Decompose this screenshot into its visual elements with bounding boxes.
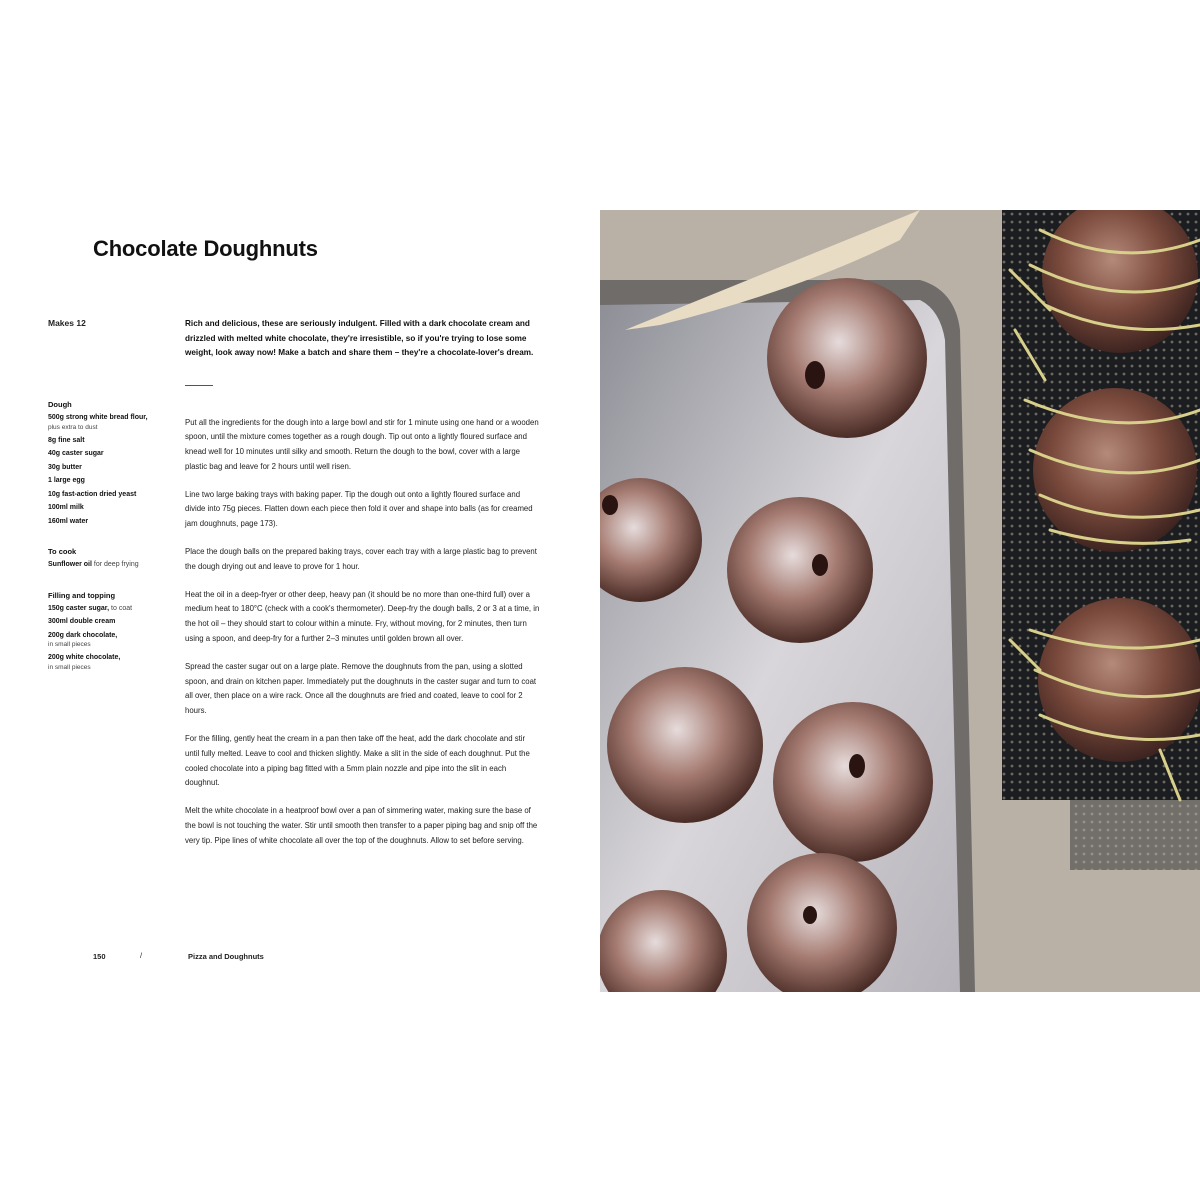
- ingredient-text: 8g fine salt: [48, 436, 85, 444]
- method-step: Put all the ingredients for the dough into a large bowl and stir for 1 minute using one hand or a wooden spoon, until the mixture comes together as a rough dough. Tip out onto a lightly floured surface and knead well for 10 minutes until silky and smooth. Return the dough to the bowl, cover with a large plastic bag and leave for 2 hours until well risen.: [185, 417, 539, 471]
- method-step: Place the dough balls on the prepared baking trays, cover each tray with a large plastic bag to prevent the dough drying out and leave to prove for 1 hour.: [185, 547, 537, 571]
- method-step: Spread the caster sugar out on a large plate. Remove the doughnuts from the pan, using a slotted spoon, and drain on kitchen paper. Immediately put the doughnuts in the caster sugar and turn to coat all over, then place on a wire rack. Once all the doughnuts are fried and coated, leave to cool for 2 hours.: [185, 661, 537, 716]
- page-number: 150: [93, 952, 106, 961]
- ingredient-text: 200g white chocolate,: [48, 654, 121, 661]
- ingredient-item: [48, 447, 176, 461]
- ingredient-item: [48, 501, 176, 515]
- ingredient-group-heading: Filling and topping: [48, 590, 116, 600]
- ingredient-item: [48, 615, 176, 629]
- recipe-title: Chocolate Doughnuts: [93, 236, 318, 261]
- doughnut-photo: [600, 210, 1200, 992]
- ingredient-group: [48, 589, 176, 672]
- ingredient-group-heading: To cook: [48, 547, 77, 556]
- ingredient-text: 1 large egg: [48, 477, 85, 484]
- ingredient-text: 300ml double cream: [48, 618, 116, 625]
- footer-separator: /: [140, 951, 143, 960]
- method-step: Melt the white chocolate in a heatproof bowl over a pan of simmering water, making sure the base of the bowl is not touching the water. Stir until smooth then transfer to a paper piping bag and snip off the very tip. Pipe lines of white chocolate all over the top of the doughnuts. Allow to set before serving.: [185, 806, 538, 845]
- ingredient-text: 10g fast-action dried yeast: [48, 490, 137, 498]
- method-step: Heat the oil in a deep-fryer or other deep, heavy pan (it should be no more than one-third full) over a medium heat to 180°C (check with a cook's thermometer). Deep-fry the dough balls, 2 or 3 at a time, in the hot oil – they should start to colour within a minute. Fry, without moving, for 2 minutes, then turn using a spoon, and deep-fry for a further 2–3 minutes until golden brown all over.: [185, 589, 540, 644]
- ingredient-group: [48, 545, 176, 572]
- ingredient-note: to coat: [109, 604, 133, 612]
- ingredient-text: 150g caster sugar,: [48, 604, 110, 612]
- ingredient-item: [48, 474, 176, 488]
- method-steps: [185, 416, 540, 849]
- ingredient-item: [48, 461, 176, 475]
- method-step: Line two large baking trays with baking paper. Tip the dough out onto a lightly floured surface and divide into 75g pieces. Flatten down each piece then fold it over and shape into balls (as for creamed jam doughnuts, page 173).: [185, 489, 533, 529]
- ingredient-note: for deep frying: [91, 561, 139, 568]
- ingredient-text: 500g strong white bread flour,: [48, 414, 148, 421]
- ingredient-item: [48, 558, 176, 572]
- ingredient-text: 30g butter: [48, 463, 82, 471]
- divider: [185, 385, 213, 386]
- recipe-body: [185, 317, 540, 862]
- section-name: Pizza and Doughnuts: [188, 952, 264, 961]
- ingredient-group: [48, 398, 176, 528]
- ingredient-item: [48, 602, 176, 616]
- method-step: For the filling, gently heat the cream in a pan then take off the heat, add the dark chocolate and stir until fully melted. Leave to cool and thicken slightly. Make a slit in the side of each doughnut. Put the cooled chocolate into a piping bag fitted with a 5mm plain nozzle and pipe into the slit in each doughnut.: [185, 734, 530, 788]
- ingredient-text: 160ml water: [48, 517, 89, 525]
- ingredient-note: in small pieces: [48, 641, 91, 648]
- ingredient-group-heading: Dough: [48, 400, 72, 409]
- recipe-intro: Rich and delicious, these are seriously indulgent. Filled with a dark chocolate cream and drizzled with melted white chocolate, they're irresistible, so if you're trying to lose some weight, look away now! Make a batch and share them – they're a chocolate-lover's dream.: [185, 319, 534, 357]
- doughnut-photo-illustration: [600, 210, 1200, 992]
- ingredient-text: 200g dark chocolate,: [48, 631, 118, 639]
- ingredient-item: [48, 434, 176, 448]
- ingredient-text: 40g caster sugar: [48, 450, 104, 457]
- ingredient-text: Sunflower oil: [48, 561, 92, 568]
- ingredient-list: [48, 398, 176, 689]
- ingredient-item: [48, 629, 176, 650]
- ingredient-item: [48, 411, 176, 432]
- ingredient-item: [48, 488, 176, 502]
- recipe-yield: Makes 12: [48, 318, 86, 328]
- ingredient-item: [48, 515, 176, 529]
- ingredient-note: plus extra to dust: [48, 423, 98, 431]
- ingredient-item: [48, 651, 176, 672]
- ingredient-note: in small pieces: [48, 663, 91, 671]
- ingredient-text: 100ml milk: [48, 504, 84, 511]
